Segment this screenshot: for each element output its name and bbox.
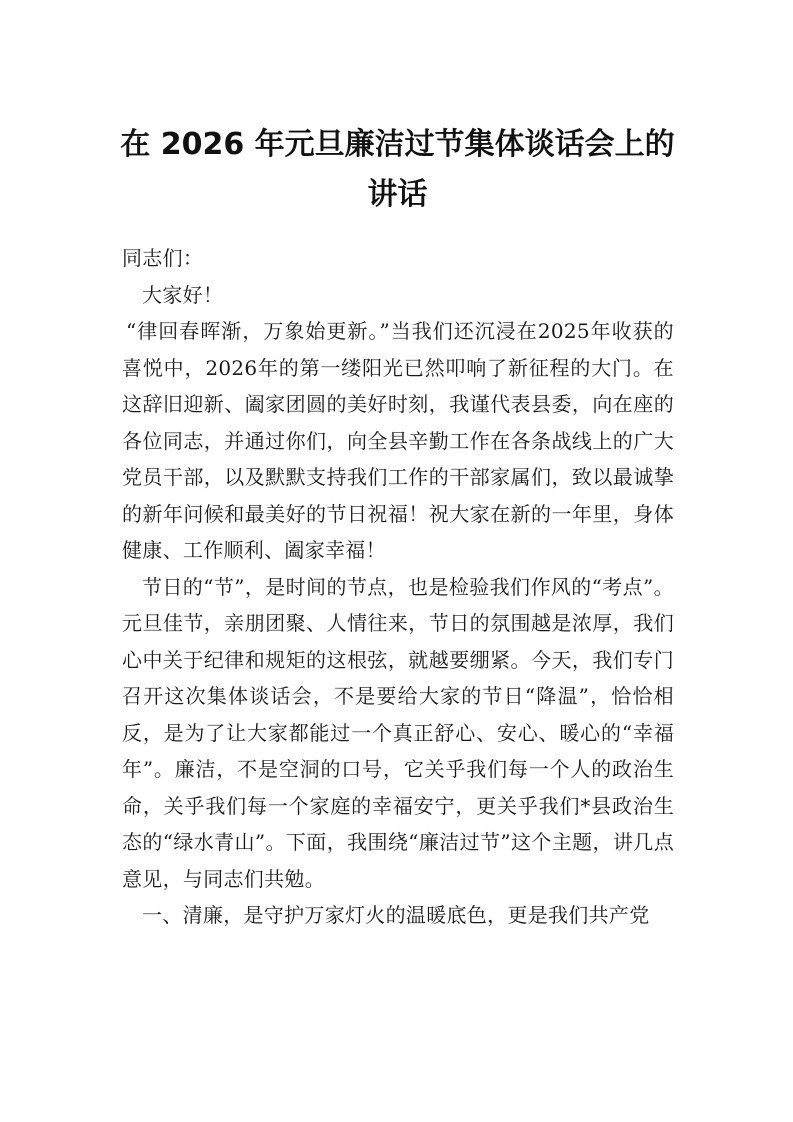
greeting: 大家好！ [142, 282, 224, 307]
salutation: 同志们： [122, 246, 204, 270]
paragraph-2: 节日的“节”，是时间的节点，也是检验我们作风的“考点”。元旦佳节，亲朋团聚、人情往来，节日的氛围越是浓厚，我们心中关于纪律和规矩的这根弦，就越要绷紧。今天，我们专门召开这次集体谈话会，不是要给大家的节日“降温”，恰恰相反，是为了让大家都能过一个真正舒心、安心、暖心的“幸福年”。廉洁，不是空洞的口号，它关乎我们每一个人的政治生命，关乎我们每一个家庭的幸福安宁，更关乎我们*县政治生态的“绿水青山”。下面，我围绕“廉洁过节”这个主题，讲几点意见，与同志们共勉。 [122, 574, 674, 891]
paragraph-1: “律回春晖渐，万象始更新。”当我们还沉浸在2025年收获的喜悦中，2026年的第一缕阳光已然叩响了新征程的大门。在这辞旧迎新、阖家团圆的美好时刻，我谨代表县委，向在座的各位同志，并通过你们，向全县辛勤工作在各条战线上的广大党员干部，以及默默支持我们工作的干部家属们，致以最诚挚的新年问候和最美好的节日祝福！祝大家在新的一年里，身体健康、工作顺利、阖家幸福！ [122, 319, 674, 562]
paragraph-3: 一、清廉，是守护万家灯火的温暖底色，更是我们共产党 [142, 903, 650, 927]
document-title: 在 2026 年元旦廉洁过节集体谈话会上的讲话 [120, 127, 675, 212]
document-body [122, 240, 674, 934]
